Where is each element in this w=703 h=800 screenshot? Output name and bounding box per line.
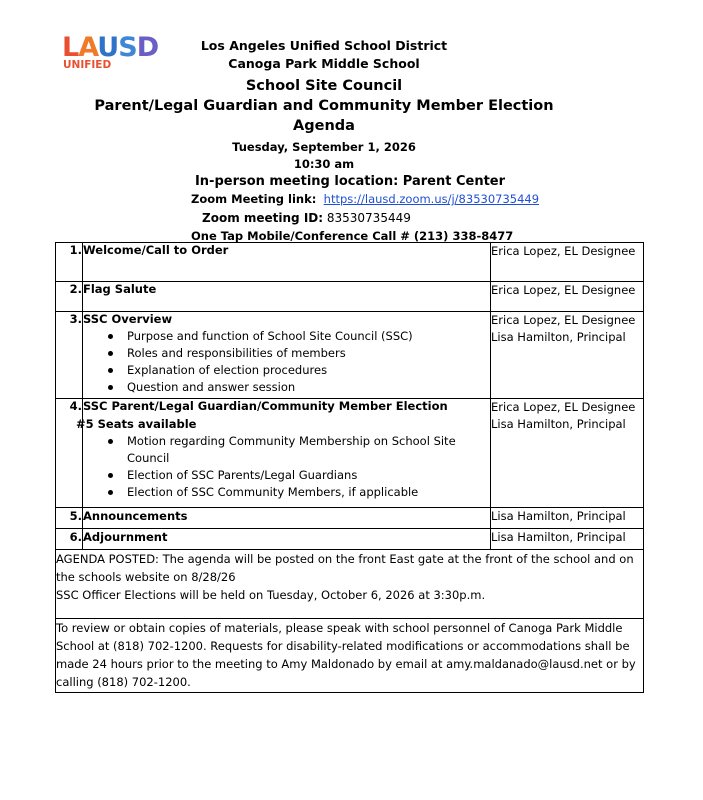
lead-name: Erica Lopez, EL Designee [491,313,636,327]
item-title: Flag Salute [83,282,157,296]
logo-letter: L [62,32,79,63]
bullet-item: Roles and responsibilities of members [127,345,490,362]
zoom-id-line [202,211,411,225]
lead-name: Lisa Hamilton, Principal [491,417,626,431]
lead-name: Erica Lopez, EL Designee [491,400,636,414]
meeting-time: 10:30 am [293,157,355,171]
agenda-row [56,529,644,550]
meeting-date: Tuesday, September 1, 2026 [232,140,416,154]
bullet-item: Election of SSC Parents/Legal Guardians [127,467,490,484]
item-title: Adjournment [83,530,168,544]
lead-cell [491,508,644,529]
posting-note-cell [56,550,644,619]
bullet-list [83,328,490,396]
bullet-list [83,433,490,501]
lead-name: Lisa Hamilton, Principal [491,330,626,344]
item-cell [83,312,491,399]
bullet-item: Motion regarding Community Membership on School Site Council [127,433,490,467]
conference-call-line: One Tap Mobile/Conference Call # (213) 338-8477 [191,229,514,243]
agenda-title: Agenda [293,118,355,134]
item-cell [83,282,491,312]
lead-name: Lisa Hamilton, Principal [491,530,626,544]
zoom-link[interactable]: https://lausd.zoom.us/j/83530735449 [323,192,540,206]
item-title: SSC Parent/Legal Guardian/Community Member Election [83,399,448,413]
lead-cell [491,312,644,399]
agenda-row [56,243,644,282]
meeting-location: In-person meeting location: Parent Center [194,174,506,189]
lead-cell [491,243,644,282]
bullet-item: Explanation of election procedures [127,362,490,379]
agenda-row [56,312,644,399]
item-number: 3. [56,312,83,399]
materials-note-cell [56,619,644,693]
election-title: Parent/Legal Guardian and Community Member Election [94,98,554,114]
logo-subtext: UNIFIED [63,59,112,71]
zoom-link-label: Zoom Meeting link: [191,192,317,206]
agenda-table [55,242,644,693]
bullet-item: Purpose and function of School Site Council (SSC) [127,328,490,345]
agenda-row [56,508,644,529]
logo-letter: A [78,32,98,63]
notes-row [56,550,644,619]
item-cell [83,508,491,529]
lead-cell [491,399,644,508]
logo-letter: U [97,32,119,63]
lead-cell [491,282,644,312]
item-cell [83,529,491,550]
item-title: Announcements [83,509,188,523]
bullet-item: Question and answer session [127,379,490,396]
district-name: Los Angeles Unified School District [200,38,448,53]
lead-name: Erica Lopez, EL Designee [491,244,636,258]
bullet-item: Election of SSC Community Members, if applicable [127,484,490,501]
council-name: School Site Council [245,78,403,94]
zoom-id-label: Zoom meeting ID: [202,211,324,225]
notes-row [56,619,644,693]
item-number: 6. [56,529,83,550]
item-number: 2. [56,282,83,312]
item-cell [83,243,491,282]
agenda-row [56,399,644,508]
zoom-link-line [191,192,539,206]
item-title: Welcome/Call to Order [83,243,229,257]
agenda-posted-note: AGENDA POSTED: The agenda will be posted on the front East gate at the front of the school and on the schools website on 8/28/26 [56,552,634,584]
seats-available: #5 Seats available [76,417,197,431]
logo-letter: D [136,32,159,63]
lead-name: Lisa Hamilton, Principal [491,509,626,523]
item-title: SSC Overview [83,312,173,326]
item-number: 5. [56,508,83,529]
item-number: 4. [56,399,83,508]
materials-note: To review or obtain copies of materials, please speak with school personnel of Canoga Park Middle School at (818) 702-1200. Requests for disability-related modifications or accommodations shall be made 24 hours prior to the meeting to Amy Maldonado by email at amy.maldanado@lausd.net or by calling (818) 702-1200. [56,621,636,689]
officer-elections-note: SSC Officer Elections will be held on Tuesday, October 6, 2026 at 3:30p.m. [56,588,486,602]
logo-letter: S [118,32,137,63]
lead-name: Erica Lopez, EL Designee [491,283,636,297]
item-cell [76,399,491,508]
lead-cell [491,529,644,550]
item-number: 1. [56,243,83,282]
zoom-id-value: 83530735449 [326,211,411,225]
agenda-row [56,282,644,312]
school-name: Canoga Park Middle School [228,56,420,71]
